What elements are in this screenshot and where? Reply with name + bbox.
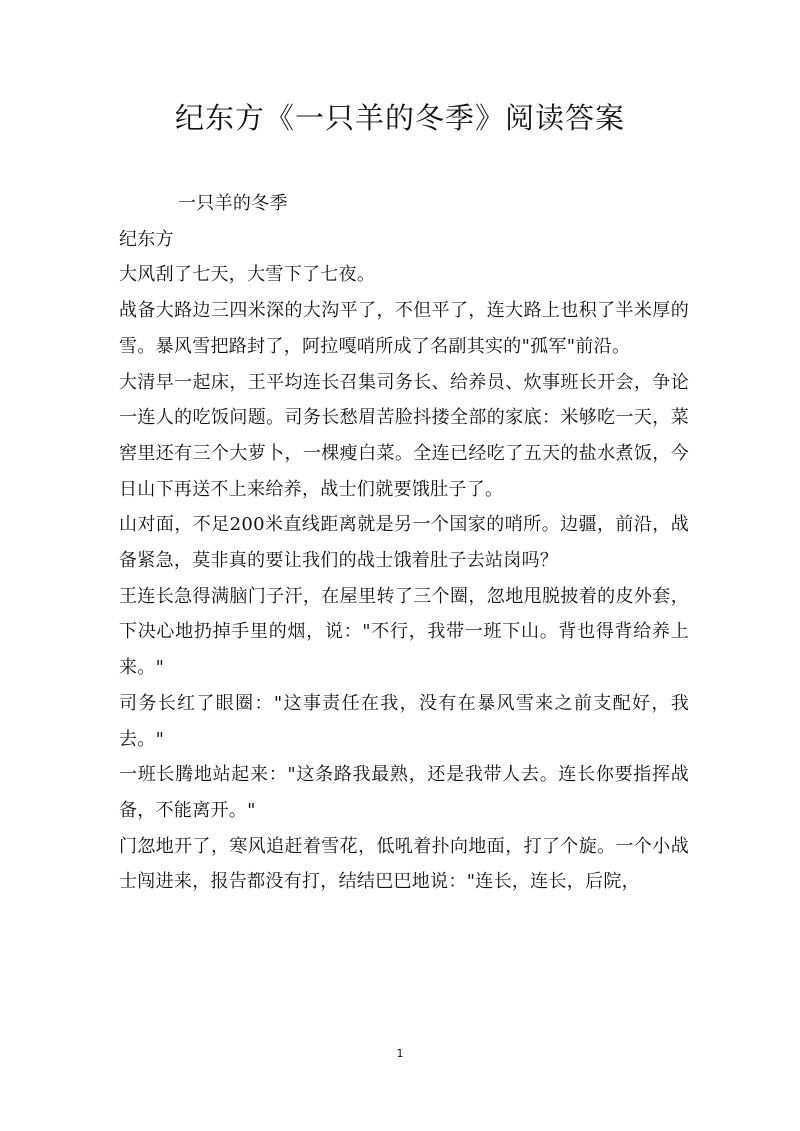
page-number: 1 [396,1047,404,1060]
paragraph: 山对面，不足200米直线距离就是另一个国家的哨所。边疆，前沿，战备紧急，莫非真的要让我们的战士饿着肚子去站岗吗？ [119,514,689,572]
paragraph: 司务长红了眼圈："这事责任在我，没有在暴风雪来之前支配好，我去。" [119,692,689,750]
author-name: 纪东方 [119,228,174,250]
paragraph: 战备大路边三四米深的大沟平了，不但平了，连大路上也积了半米厚的雪。暴风雪把路封了，阿拉嘎哨所成了名副其实的"孤军"前沿。 [119,300,689,357]
document-title: 纪东方《一只羊的冬季》阅读答案 [174,101,625,135]
document-body [119,186,689,900]
paragraph: 门忽地开了，寒风追赶着雪花，低吼着扑向地面，打了个旋。一个小战士闯进来，报告都没有打，结结巴巴地说："连长，连长，后院， [119,835,689,893]
paragraph: 大清早一起床，王平均连长召集司务长、给养员、炊事班长开会，争论一连人的吃饭问题。司务长愁眉苦脸抖搂全部的家底：米够吃一天，菜窖里还有三个大萝卜，一棵瘦白菜。全连已经吃了五天的盐水煮饭，今日山下再送不上来给养，战士们就要饿肚子了。 [119,371,689,500]
paragraph: 一班长腾地站起来："这条路我最熟，还是我带人去。连长你要指挥战备，不能离开。" [119,764,689,821]
paragraph: 王连长急得满脑门子汗，在屋里转了三个圈，忽地甩脱披着的皮外套，下决心地扔掉手里的烟，说："不行，我带一班下山。背也得背给养上来。" [119,585,689,679]
paragraph: 大风刮了七天，大雪下了七夜。 [119,264,376,286]
story-title: 一只羊的冬季 [178,193,288,214]
